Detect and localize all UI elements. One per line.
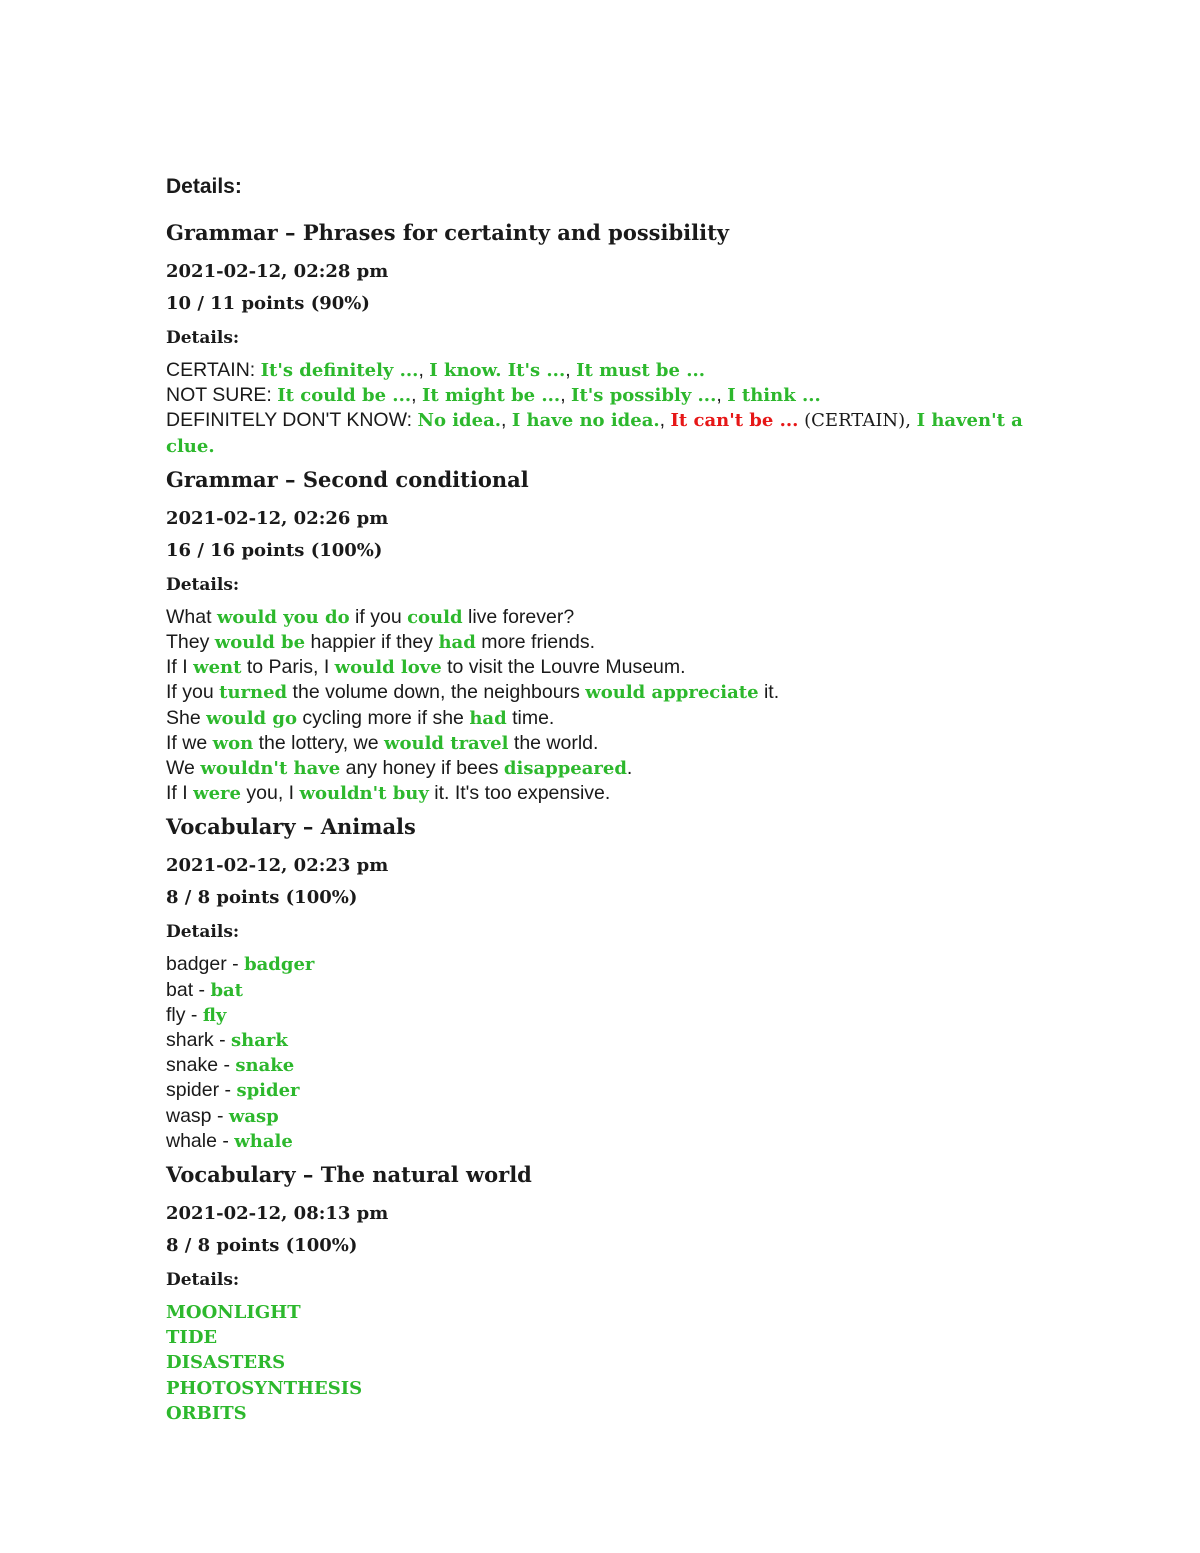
correct-answer: could — [407, 606, 463, 628]
detail-line — [166, 1300, 1046, 1325]
prompt-text: happier if they — [305, 631, 439, 654]
correct-answer: I haven't a clue. — [166, 410, 1023, 457]
correct-answer: It might be ... — [421, 385, 561, 407]
correct-answer: had — [438, 632, 476, 654]
prompt-text: the volume down, the neighbours — [287, 681, 586, 704]
prompt-text: DEFINITELY DON'T KNOW: — [166, 409, 418, 432]
section-details-body — [166, 605, 1046, 807]
detail-line — [166, 1003, 1046, 1028]
detail-line — [166, 358, 1046, 383]
section-details-body — [166, 358, 1046, 459]
prompt-text: shark - — [166, 1029, 232, 1052]
section-details-label: Details: — [166, 922, 240, 943]
correct-answer: MOONLIGHT — [166, 1302, 301, 1324]
detail-line — [166, 408, 1046, 458]
section-details-label: Details: — [166, 328, 240, 348]
prompt-text: , — [560, 384, 572, 407]
correct-answer: It's definitely ... — [260, 360, 419, 381]
prompt-text: to visit the Louvre Museum. — [441, 656, 686, 679]
correct-answer: badger — [244, 954, 315, 976]
answer-note: (CERTAIN), — [798, 410, 917, 432]
correct-answer: wasp — [228, 1105, 279, 1127]
correct-answer: would appreciate — [585, 682, 759, 704]
result-section — [166, 810, 1046, 1154]
prompt-text: She — [166, 706, 207, 729]
prompt-text: . — [626, 757, 633, 780]
results-list — [166, 216, 1046, 1426]
prompt-text: wasp - — [166, 1104, 229, 1127]
detail-line — [166, 756, 1046, 781]
prompt-text: , — [565, 359, 577, 381]
section-score: 10 / 11 points (90%) — [166, 293, 370, 314]
correct-answer: were — [193, 783, 241, 805]
result-section — [166, 463, 1046, 807]
correct-answer: I think ... — [727, 385, 821, 407]
prompt-text: spider - — [166, 1079, 237, 1102]
correct-answer: I know. It's ... — [429, 360, 566, 381]
section-title: Vocabulary – Animals — [166, 814, 416, 840]
correct-answer: would be — [214, 632, 306, 654]
page-heading: Details: — [166, 175, 242, 198]
correct-answer: would love — [334, 657, 442, 679]
prompt-text: to Paris, I — [241, 656, 335, 679]
prompt-text: , — [411, 384, 422, 407]
section-date: 2021-02-12, 02:28 pm — [166, 261, 389, 282]
prompt-text: , — [716, 384, 728, 407]
detail-line — [166, 1104, 1046, 1129]
correct-answer: had — [469, 707, 507, 729]
detail-line — [166, 630, 1046, 655]
result-section — [166, 216, 1046, 459]
prompt-text: it. — [758, 681, 780, 704]
correct-answer: would go — [206, 707, 297, 729]
detail-line — [166, 1053, 1046, 1078]
prompt-text: the lottery, we — [253, 731, 384, 754]
section-date: 2021-02-12, 02:23 pm — [166, 855, 389, 877]
correct-answer: I have no idea. — [511, 410, 660, 432]
correct-answer: It could be ... — [277, 385, 412, 407]
correct-answer: went — [193, 657, 242, 679]
correct-answer: It's possibly ... — [571, 385, 717, 407]
detail-line — [166, 1325, 1046, 1350]
prompt-text: What — [166, 605, 217, 628]
section-score: 8 / 8 points (100%) — [166, 887, 358, 909]
detail-line — [166, 952, 1046, 977]
prompt-text: We — [166, 757, 201, 780]
detail-line — [166, 1350, 1046, 1375]
prompt-text: , — [501, 409, 512, 432]
result-section — [166, 1158, 1046, 1426]
detail-line — [166, 383, 1046, 408]
prompt-text: you, I — [240, 782, 300, 805]
prompt-text: , — [418, 359, 430, 381]
correct-answer: disappeared — [503, 758, 627, 780]
detail-line — [166, 978, 1046, 1003]
section-title: Grammar – Second conditional — [166, 466, 529, 492]
prompt-text: the world. — [508, 731, 599, 754]
prompt-text: They — [166, 631, 215, 654]
prompt-text: if you — [349, 605, 408, 628]
prompt-text: NOT SURE: — [166, 384, 278, 407]
section-details-body — [166, 1300, 1046, 1426]
prompt-text: CERTAIN: — [166, 359, 261, 381]
section-title: Vocabulary – The natural world — [166, 1162, 532, 1188]
correct-answer: It must be ... — [576, 360, 706, 381]
section-details-label: Details: — [166, 1270, 240, 1291]
correct-answer: spider — [236, 1080, 300, 1102]
detail-line — [166, 655, 1046, 680]
detail-line — [166, 1376, 1046, 1401]
prompt-text: If I — [166, 656, 194, 679]
detail-line — [166, 1401, 1046, 1426]
section-details-body — [166, 952, 1046, 1154]
detail-line — [166, 706, 1046, 731]
correct-answer: bat — [210, 979, 244, 1001]
prompt-text: snake - — [166, 1054, 236, 1077]
prompt-text: If we — [166, 731, 213, 754]
document-page — [166, 172, 1046, 1426]
prompt-text: it. It's too expensive. — [428, 782, 611, 805]
detail-line — [166, 781, 1046, 806]
correct-answer: DISASTERS — [166, 1352, 286, 1374]
prompt-text: more friends. — [475, 631, 596, 654]
prompt-text: , — [659, 409, 671, 432]
prompt-text: If I — [166, 782, 194, 805]
prompt-text: fly - — [166, 1003, 203, 1026]
correct-answer: No idea. — [417, 410, 502, 432]
prompt-text: If you — [166, 681, 220, 704]
prompt-text: cycling more if she — [297, 706, 470, 729]
correct-answer: TIDE — [166, 1327, 218, 1349]
correct-answer: whale — [234, 1130, 293, 1152]
detail-line — [166, 731, 1046, 756]
section-details-label: Details: — [166, 574, 240, 595]
correct-answer: wouldn't buy — [299, 783, 429, 805]
section-title: Grammar – Phrases for certainty and possibility — [166, 220, 729, 245]
section-date: 2021-02-12, 02:26 pm — [166, 507, 389, 529]
detail-line — [166, 680, 1046, 705]
correct-answer: wouldn't have — [200, 758, 341, 780]
correct-answer: turned — [219, 682, 288, 704]
section-score: 8 / 8 points (100%) — [166, 1235, 358, 1257]
correct-answer: fly — [202, 1004, 227, 1026]
correct-answer: won — [212, 732, 254, 754]
correct-answer: would travel — [383, 732, 509, 754]
prompt-text: bat - — [166, 978, 211, 1001]
prompt-text: whale - — [166, 1129, 235, 1152]
correct-answer: snake — [235, 1055, 295, 1077]
incorrect-answer: It can't be ... — [670, 410, 799, 432]
correct-answer: PHOTOSYNTHESIS — [166, 1377, 363, 1399]
detail-line — [166, 605, 1046, 630]
prompt-text: time. — [506, 706, 555, 729]
prompt-text: any honey if bees — [340, 757, 504, 780]
detail-line — [166, 1078, 1046, 1103]
correct-answer: shark — [231, 1030, 288, 1052]
prompt-text: badger - — [166, 953, 245, 976]
prompt-text: live forever? — [462, 605, 575, 628]
correct-answer: would you do — [216, 606, 350, 628]
section-date: 2021-02-12, 08:13 pm — [166, 1203, 389, 1225]
correct-answer: ORBITS — [166, 1402, 247, 1424]
section-score: 16 / 16 points (100%) — [166, 539, 383, 561]
detail-line — [166, 1028, 1046, 1053]
detail-line — [166, 1129, 1046, 1154]
